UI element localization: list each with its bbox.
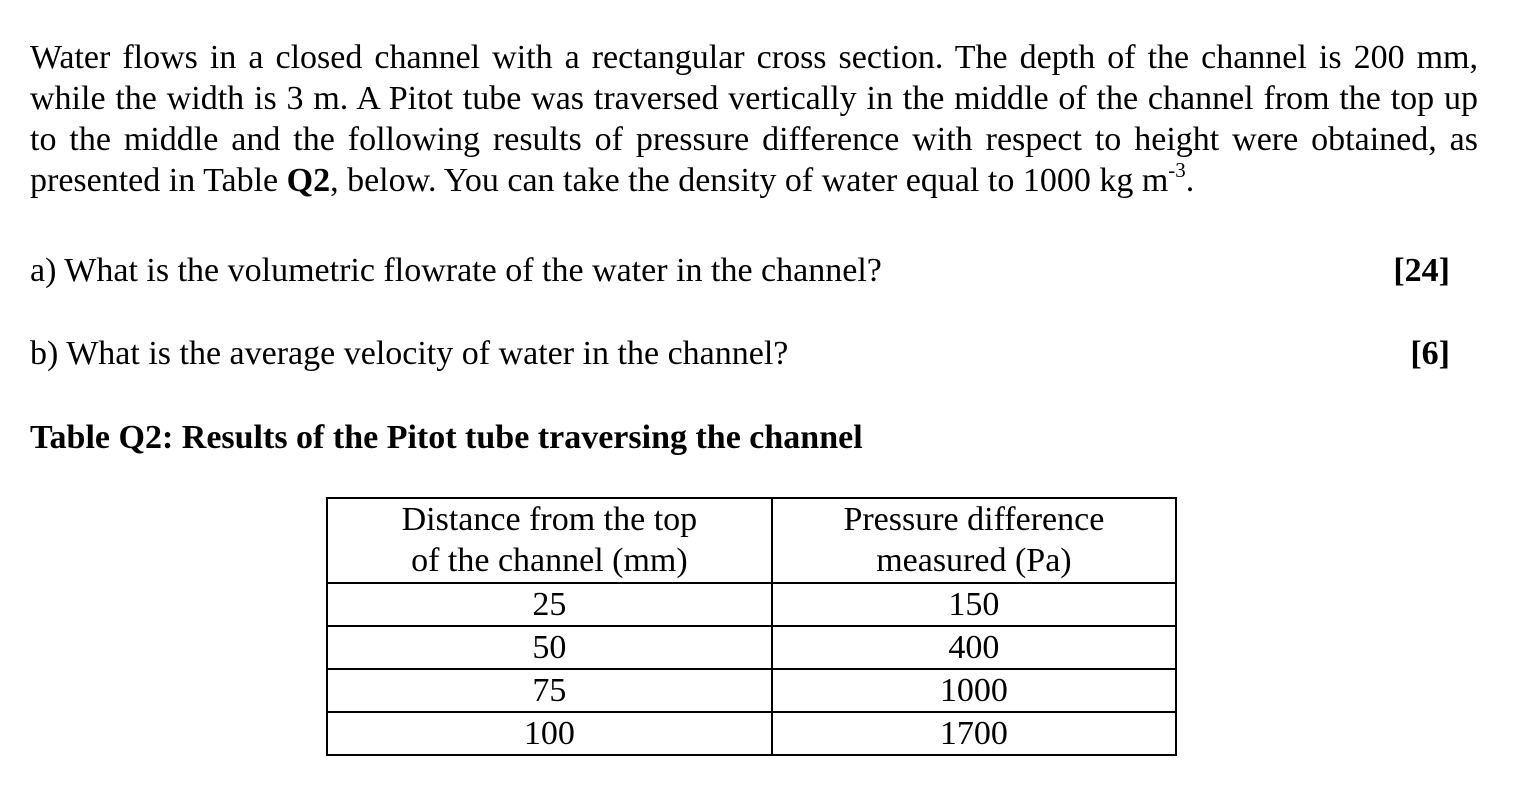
pitot-results-table xyxy=(326,497,1177,756)
table-header-row xyxy=(327,498,1176,583)
question-b-text: b) What is the average velocity of water in the channel? xyxy=(30,335,789,372)
problem-text-part-1: Water flows in a closed channel with a rectangular cross section. The depth of the channel is 200 mm, while the width is 3 m. A Pitot tube was traversed vertically in the middle of the channel from the top up to the middle and the following results of pressure difference with respect to height were obtained, as presented in Table xyxy=(30,39,1478,199)
header-pressure xyxy=(772,498,1176,583)
distance-cell: 75 xyxy=(327,669,772,712)
table-row xyxy=(327,669,1176,712)
header-distance-line-2: of the channel (mm) xyxy=(411,542,688,579)
pressure-cell: 1000 xyxy=(772,669,1176,712)
density-unit-exponent: -3 xyxy=(1168,158,1186,182)
header-pressure-line-2: measured (Pa) xyxy=(876,542,1072,579)
table-row xyxy=(327,712,1176,755)
problem-statement xyxy=(30,37,1478,201)
header-pressure-line-1: Pressure difference xyxy=(843,501,1105,538)
table-row xyxy=(327,626,1176,669)
pressure-cell: 400 xyxy=(772,626,1176,669)
question-a xyxy=(30,250,1450,291)
pressure-cell: 1700 xyxy=(772,712,1176,755)
distance-cell: 25 xyxy=(327,583,772,626)
table-caption: Table Q2: Results of the Pitot tube traversing the channel xyxy=(30,419,863,456)
question-a-text: a) What is the volumetric flowrate of the water in the channel? xyxy=(30,252,882,289)
pressure-cell: 150 xyxy=(772,583,1176,626)
question-b xyxy=(30,333,1450,374)
distance-cell: 50 xyxy=(327,626,772,669)
table-row xyxy=(327,583,1176,626)
problem-text-part-2: , below. You can take the density of water equal to 1000 kg m xyxy=(330,162,1169,199)
question-b-marks: [6] xyxy=(1410,335,1450,372)
header-distance xyxy=(327,498,772,583)
question-a-marks: [24] xyxy=(1393,252,1450,289)
distance-cell: 100 xyxy=(327,712,772,755)
header-distance-line-1: Distance from the top xyxy=(401,501,698,538)
problem-text-part-3: . xyxy=(1185,162,1195,199)
table-reference: Q2 xyxy=(286,162,331,199)
